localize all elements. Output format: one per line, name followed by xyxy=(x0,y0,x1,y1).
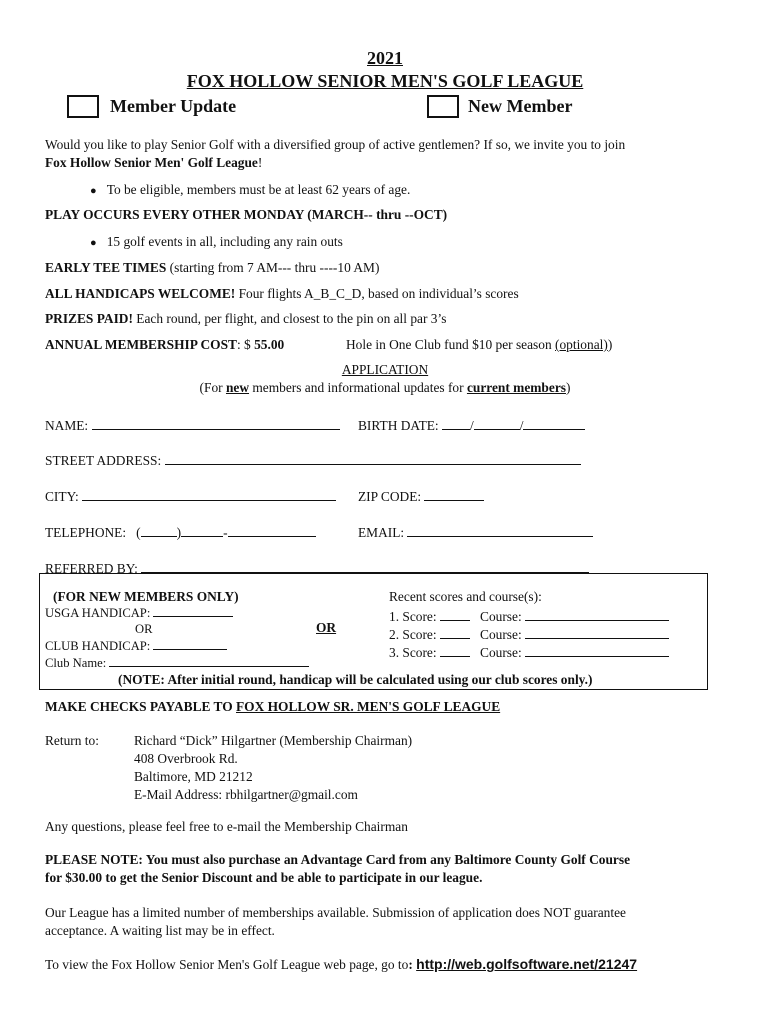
form-year: 2021 xyxy=(367,48,403,68)
limited-line-2: acceptance. A waiting list may be in effect. xyxy=(45,923,275,938)
intro-exclaim: ! xyxy=(257,155,263,170)
course-input[interactable] xyxy=(525,625,669,639)
score-input[interactable] xyxy=(440,625,470,639)
hole-in-one-text: Hole in One Club fund $10 per season xyxy=(346,337,556,352)
application-subheading xyxy=(0,380,770,396)
score-label: 2. Score: xyxy=(389,627,437,642)
tee-times-line xyxy=(45,260,379,276)
course-input[interactable] xyxy=(525,643,669,657)
birth-date-field xyxy=(358,416,585,434)
city-label: CITY: xyxy=(45,489,79,504)
league-name: Fox Hollow Senior Men' Golf League xyxy=(45,155,258,170)
birth-sep-1: / xyxy=(470,418,474,433)
tee-times-label: EARLY TEE TIMES xyxy=(45,260,167,275)
name-field xyxy=(45,416,340,434)
events-item xyxy=(90,234,343,250)
course-label: Course: xyxy=(480,645,522,660)
handicaps-line xyxy=(45,286,519,302)
birth-day-input[interactable] xyxy=(474,416,520,430)
course-input[interactable] xyxy=(525,607,669,621)
please-note-line-1: PLEASE NOTE: You must also purchase an Advantage Card from any Baltimore County Golf Course xyxy=(45,852,631,867)
score-input[interactable] xyxy=(440,643,470,657)
prizes-line xyxy=(45,311,446,327)
sub-mid: members and informational updates for xyxy=(249,380,467,395)
membership-amount: 55.00 xyxy=(254,337,285,352)
bullet-icon: ● xyxy=(90,237,97,249)
application-heading: APPLICATION xyxy=(341,362,429,377)
prizes-text: Each round, per flight, and closest to the pin on all par 3’s xyxy=(132,311,447,326)
checks-prefix: MAKE CHECKS PAYABLE TO xyxy=(45,699,236,714)
member-update-checkbox[interactable] xyxy=(67,95,99,118)
area-code-input[interactable] xyxy=(141,523,177,537)
tel-dash: - xyxy=(223,525,228,540)
tel-close: ) xyxy=(176,525,182,540)
form-title: FOX HOLLOW SENIOR MEN'S GOLF LEAGUE xyxy=(186,71,584,91)
new-members-heading: (FOR NEW MEMBERS ONLY) xyxy=(53,589,239,604)
sub-open: (For xyxy=(199,380,226,395)
member-update-label: Member Update xyxy=(110,96,237,116)
phone-line-input[interactable] xyxy=(228,523,316,537)
membership-cost-line xyxy=(45,337,284,353)
usga-handicap-field xyxy=(45,605,233,621)
limited-line-1: Our League has a limited number of memberships available. Submission of application does NOT guarantee xyxy=(45,905,626,920)
birth-year-input[interactable] xyxy=(523,416,585,430)
score-row xyxy=(389,607,669,625)
events-text: 15 golf events in all, including any rain outs xyxy=(106,234,343,249)
birth-sep-2: / xyxy=(519,418,524,433)
web-colon: : xyxy=(408,957,417,972)
return-street: 408 Overbrook Rd. xyxy=(134,751,238,766)
club-name-field xyxy=(45,655,309,671)
return-email: E-Mail Address: rbhilgartner@gmail.com xyxy=(134,787,358,802)
recent-scores-heading: Recent scores and course(s): xyxy=(389,589,542,604)
or-divider: OR xyxy=(316,620,337,635)
return-name: Richard “Dick” Hilgartner (Membership Chairman) xyxy=(134,733,413,748)
street-field xyxy=(45,451,581,469)
club-name-input[interactable] xyxy=(109,655,309,667)
or-small: OR xyxy=(135,622,153,636)
email-label: EMAIL: xyxy=(358,525,405,540)
questions-text: Any questions, please feel free to e-mail the Membership Chairman xyxy=(45,819,408,834)
sub-close: ) xyxy=(565,380,571,395)
zip-field xyxy=(358,487,484,505)
membership-colon: : $ xyxy=(236,337,255,352)
zip-input[interactable] xyxy=(424,487,484,501)
new-member-checkbox[interactable] xyxy=(427,95,459,118)
bullet-icon: ● xyxy=(90,185,97,197)
sub-current: current members xyxy=(466,380,566,395)
handicap-note: (NOTE: After initial round, handicap will be calculated using our club scores only.) xyxy=(118,672,593,687)
handicaps-label: ALL HANDICAPS WELCOME! xyxy=(45,286,236,301)
club-handicap-label: CLUB HANDICAP: xyxy=(45,639,151,653)
return-label: Return to: xyxy=(45,733,99,748)
intro-line-2 xyxy=(45,155,262,171)
city-input[interactable] xyxy=(82,487,336,501)
handicaps-text: Four flights A_B_C_D, based on individual’s scores xyxy=(235,286,519,301)
course-label: Course: xyxy=(480,627,522,642)
usga-handicap-label: USGA HANDICAP: xyxy=(45,606,151,620)
optional-note: (optional) xyxy=(555,337,608,352)
new-member-label: New Member xyxy=(468,96,573,116)
tel-open: ( xyxy=(136,525,141,540)
name-label: NAME: xyxy=(45,418,89,433)
birth-date-label: BIRTH DATE: xyxy=(358,418,439,433)
score-label: 3. Score: xyxy=(389,645,437,660)
score-input[interactable] xyxy=(440,607,470,621)
course-label: Course: xyxy=(480,609,522,624)
zip-label: ZIP CODE: xyxy=(358,489,422,504)
intro-line-1: Would you like to play Senior Golf with a diversified group of active gentlemen? If so, we invite you to join xyxy=(45,137,626,152)
telephone-field xyxy=(45,523,316,541)
phone-prefix-input[interactable] xyxy=(181,523,223,537)
web-text: To view the Fox Hollow Senior Men's Golf League web page, go to xyxy=(45,957,409,972)
sub-new: new xyxy=(225,380,250,395)
email-field xyxy=(358,523,593,541)
hole-in-one-line: Hole in One Club fund $10 per season (optional)) xyxy=(346,337,613,352)
score-label: 1. Score: xyxy=(389,609,437,624)
street-label: STREET ADDRESS: xyxy=(45,453,162,468)
referred-by-input[interactable] xyxy=(141,559,589,573)
telephone-label: TELEPHONE: xyxy=(45,525,127,540)
name-input[interactable] xyxy=(92,416,340,430)
play-heading: PLAY OCCURS EVERY OTHER MONDAY (MARCH-- thru --OCT) xyxy=(45,207,448,222)
birth-month-input[interactable] xyxy=(442,416,470,430)
club-handicap-input[interactable] xyxy=(153,638,227,650)
city-field xyxy=(45,487,336,505)
score-row xyxy=(389,625,669,643)
membership-cost-label: ANNUAL MEMBERSHIP COST xyxy=(45,337,237,352)
club-name-label: Club Name: xyxy=(45,656,107,670)
please-note-line-2: for $30.00 to get the Senior Discount and be able to participate in our league. xyxy=(45,870,483,885)
street-input[interactable] xyxy=(165,451,581,465)
club-handicap-field xyxy=(45,638,227,654)
eligibility-text: To be eligible, members must be at least 62 years of age. xyxy=(106,182,411,197)
prizes-label: PRIZES PAID! xyxy=(45,311,133,326)
return-city: Baltimore, MD 21212 xyxy=(134,769,253,784)
email-input[interactable] xyxy=(407,523,593,537)
usga-handicap-input[interactable] xyxy=(153,605,233,617)
checks-payee: FOX HOLLOW SR. MEN'S GOLF LEAGUE xyxy=(236,699,501,714)
eligibility-item xyxy=(90,182,410,198)
web-link[interactable]: http://web.golfsoftware.net/21247 xyxy=(416,956,638,972)
checks-line xyxy=(45,699,500,715)
tee-times-text: (starting from 7 AM--- thru ----10 AM) xyxy=(166,260,380,275)
web-line xyxy=(45,956,637,973)
referred-by-label: REFERRED BY: xyxy=(45,561,138,576)
score-row xyxy=(389,643,669,661)
